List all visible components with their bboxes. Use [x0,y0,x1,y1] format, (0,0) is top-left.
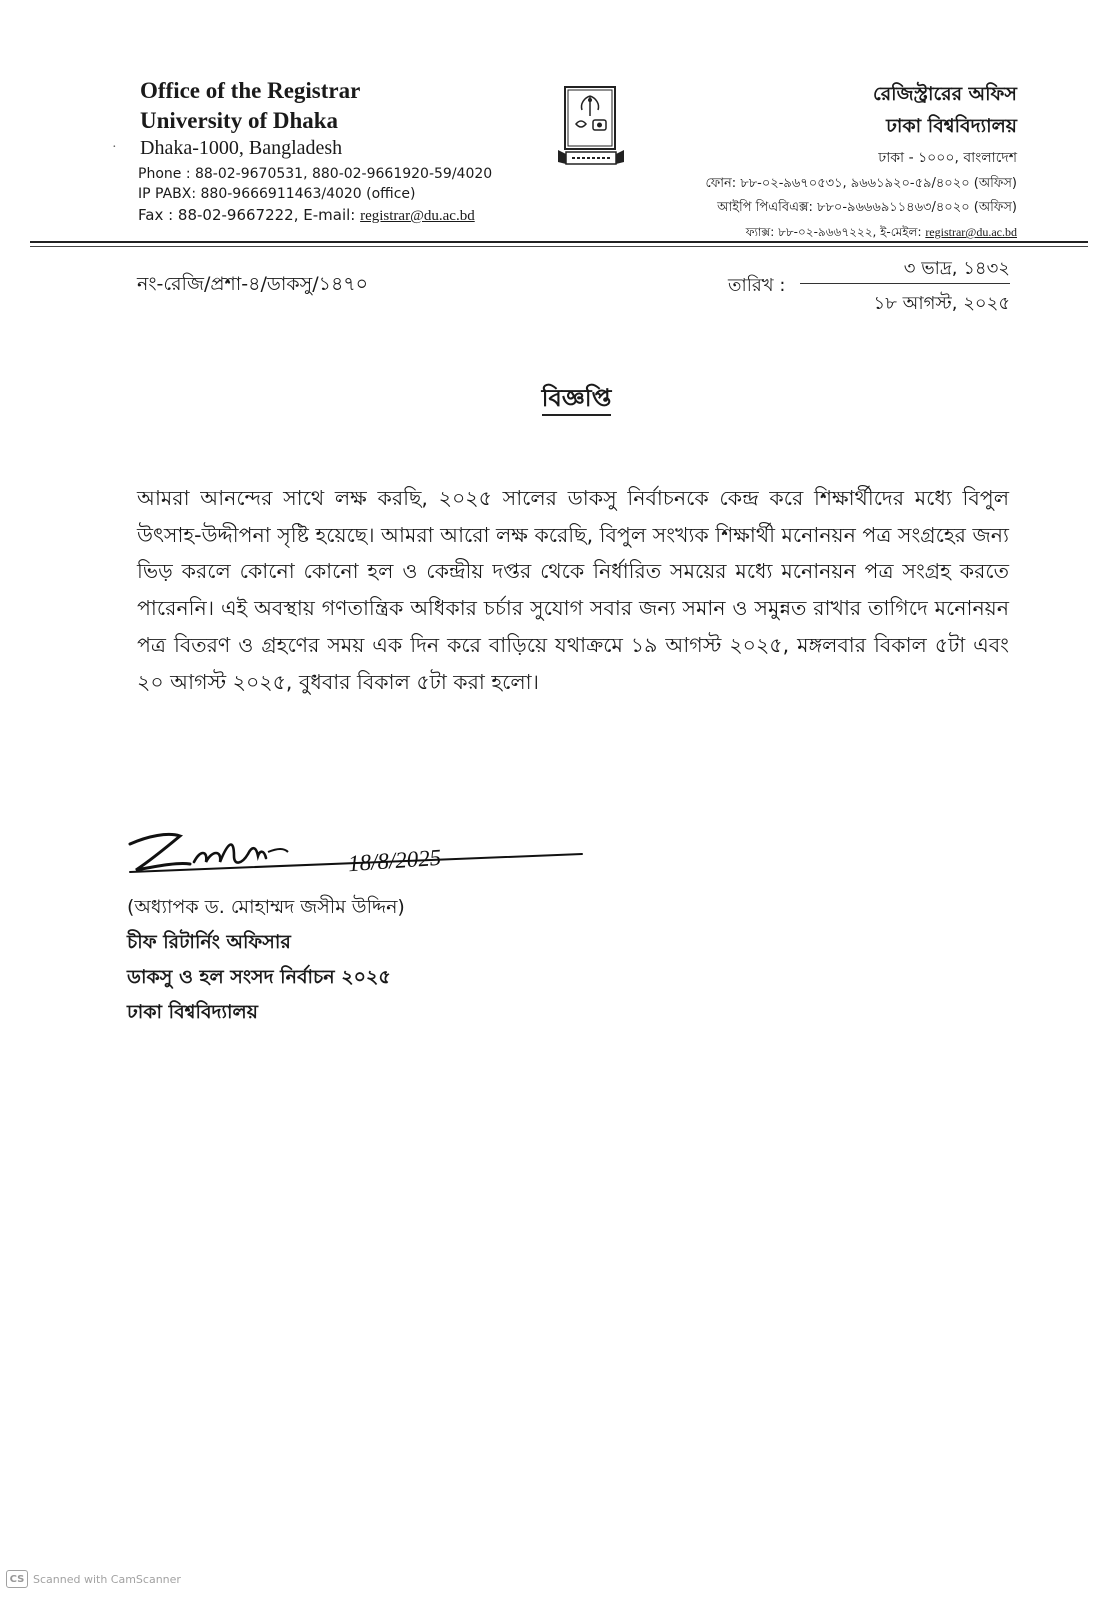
signatory-university: ঢাকা বিশ্ববিদ্যালয় [127,1001,258,1023]
notice-title-text: বিজ্ঞপ্তি [542,384,612,416]
signatory-role: চীফ রিটার্নিং অফিসার [127,931,291,953]
notice-body: আমরা আনন্দের সাথে লক্ষ করছি, ২০২৫ সালের ডাকসু নির্বাচনকে কেন্দ্র করে শিক্ষার্থীদের মধ্যে বিপুল উৎসাহ-উদ্দীপনা সৃষ্টি হয়েছে। আমরা আরো লক্ষ করেছি, বিপুল সংখ্যক শিক্ষার্থী মনোনয়ন পত্র সংগ্রহের জন্য ভিড় করলে কোনো কোনো হল ও কেন্দ্রীয় দপ্তর থেকে নির্ধারিত সময়ের মধ্যে মনোনয়ন পত্র সংগ্রহ করতে পারেননি। এই অবস্থায় গণতান্ত্রিক অধিকার চর্চার সুযোগ সবার জন্য সমান ও সমুন্নত রাখার তাগিদে মনোনয়ন পত্র বিতরণ ও গ্রহণের সময় এক দিন করে বাড়িয়ে যথাক্রমে ১৯ আগস্ট ২০২৫, মঙ্গলবার বিকাল ৫টা এবং ২০ আগস্ট ২০২৫, বুধবার বিকাল ৫টা করা হলো। [137,486,1009,694]
header-rule [30,241,1088,243]
english-fax: Fax : 88-02-9667222, E-mail: [138,206,361,224]
reference-number: নং-রেজি/প্রশা-৪/ডাকসু/১৪৭০ [137,273,368,295]
header-rule-thin [30,246,1088,247]
english-office-title: Office of the Registrar [140,78,361,103]
date-label: তারিখ : [728,275,786,296]
english-fax-email [138,206,475,225]
signatory-name: (অধ্যাপক ড. মোহাম্মদ জসীম উদ্দিন) [127,896,405,918]
notice-title [0,380,1109,420]
bangla-pabx: আইপি পিএবিএক্স: ৮৮০-৯৬৬৬৯১১৪৬৩/৪০২০ (অফিস) [717,200,1017,215]
date-gregorian: ১৮ আগস্ট, ২০২৫ [873,293,1010,314]
university-logo-icon [556,84,626,170]
camscanner-watermark [6,1570,181,1588]
signatory-election: ডাকসু ও হল সংসদ নির্বাচন ২০২৫ [127,966,391,988]
date-divider [800,283,1010,284]
english-address: Dhaka-1000, Bangladesh [140,137,343,159]
bangla-address: ঢাকা - ১০০০, বাংলাদেশ [878,150,1017,166]
date-bangla-calendar: ৩ ভাদ্র, ১৪৩২ [903,258,1010,279]
signature-date: 18/8/2025 [347,844,443,877]
english-university-name: University of Dhaka [140,108,339,133]
english-phone: Phone : 88-02-9670531, 880-02-9661920-59/4020 [138,166,493,182]
bangla-fax: ফ্যাক্স: ৮৮-০২-৯৬৬৭২২২, ই-মেইল: [745,225,926,239]
bangla-phone: ফোন: ৮৮-০২-৯৬৭০৫৩১, ৯৬৬১৯২০-৫৯/৪০২০ (অফিস) [705,176,1017,191]
english-pabx: IP PABX: 880-9666911463/4020 (office) [138,186,416,202]
camscanner-text: Scanned with CamScanner [33,1572,181,1586]
bangla-email-link[interactable]: registrar@du.ac.bd [925,225,1017,239]
bangla-office-title: রেজিস্ট্রারের অফিস [873,83,1017,105]
camscanner-logo-icon: CS [6,1570,28,1588]
stray-mark: · [112,140,117,155]
bangla-university-name: ঢাকা বিশ্ববিদ্যালয় [886,115,1017,137]
english-email-link[interactable]: registrar@du.ac.bd [360,208,475,224]
